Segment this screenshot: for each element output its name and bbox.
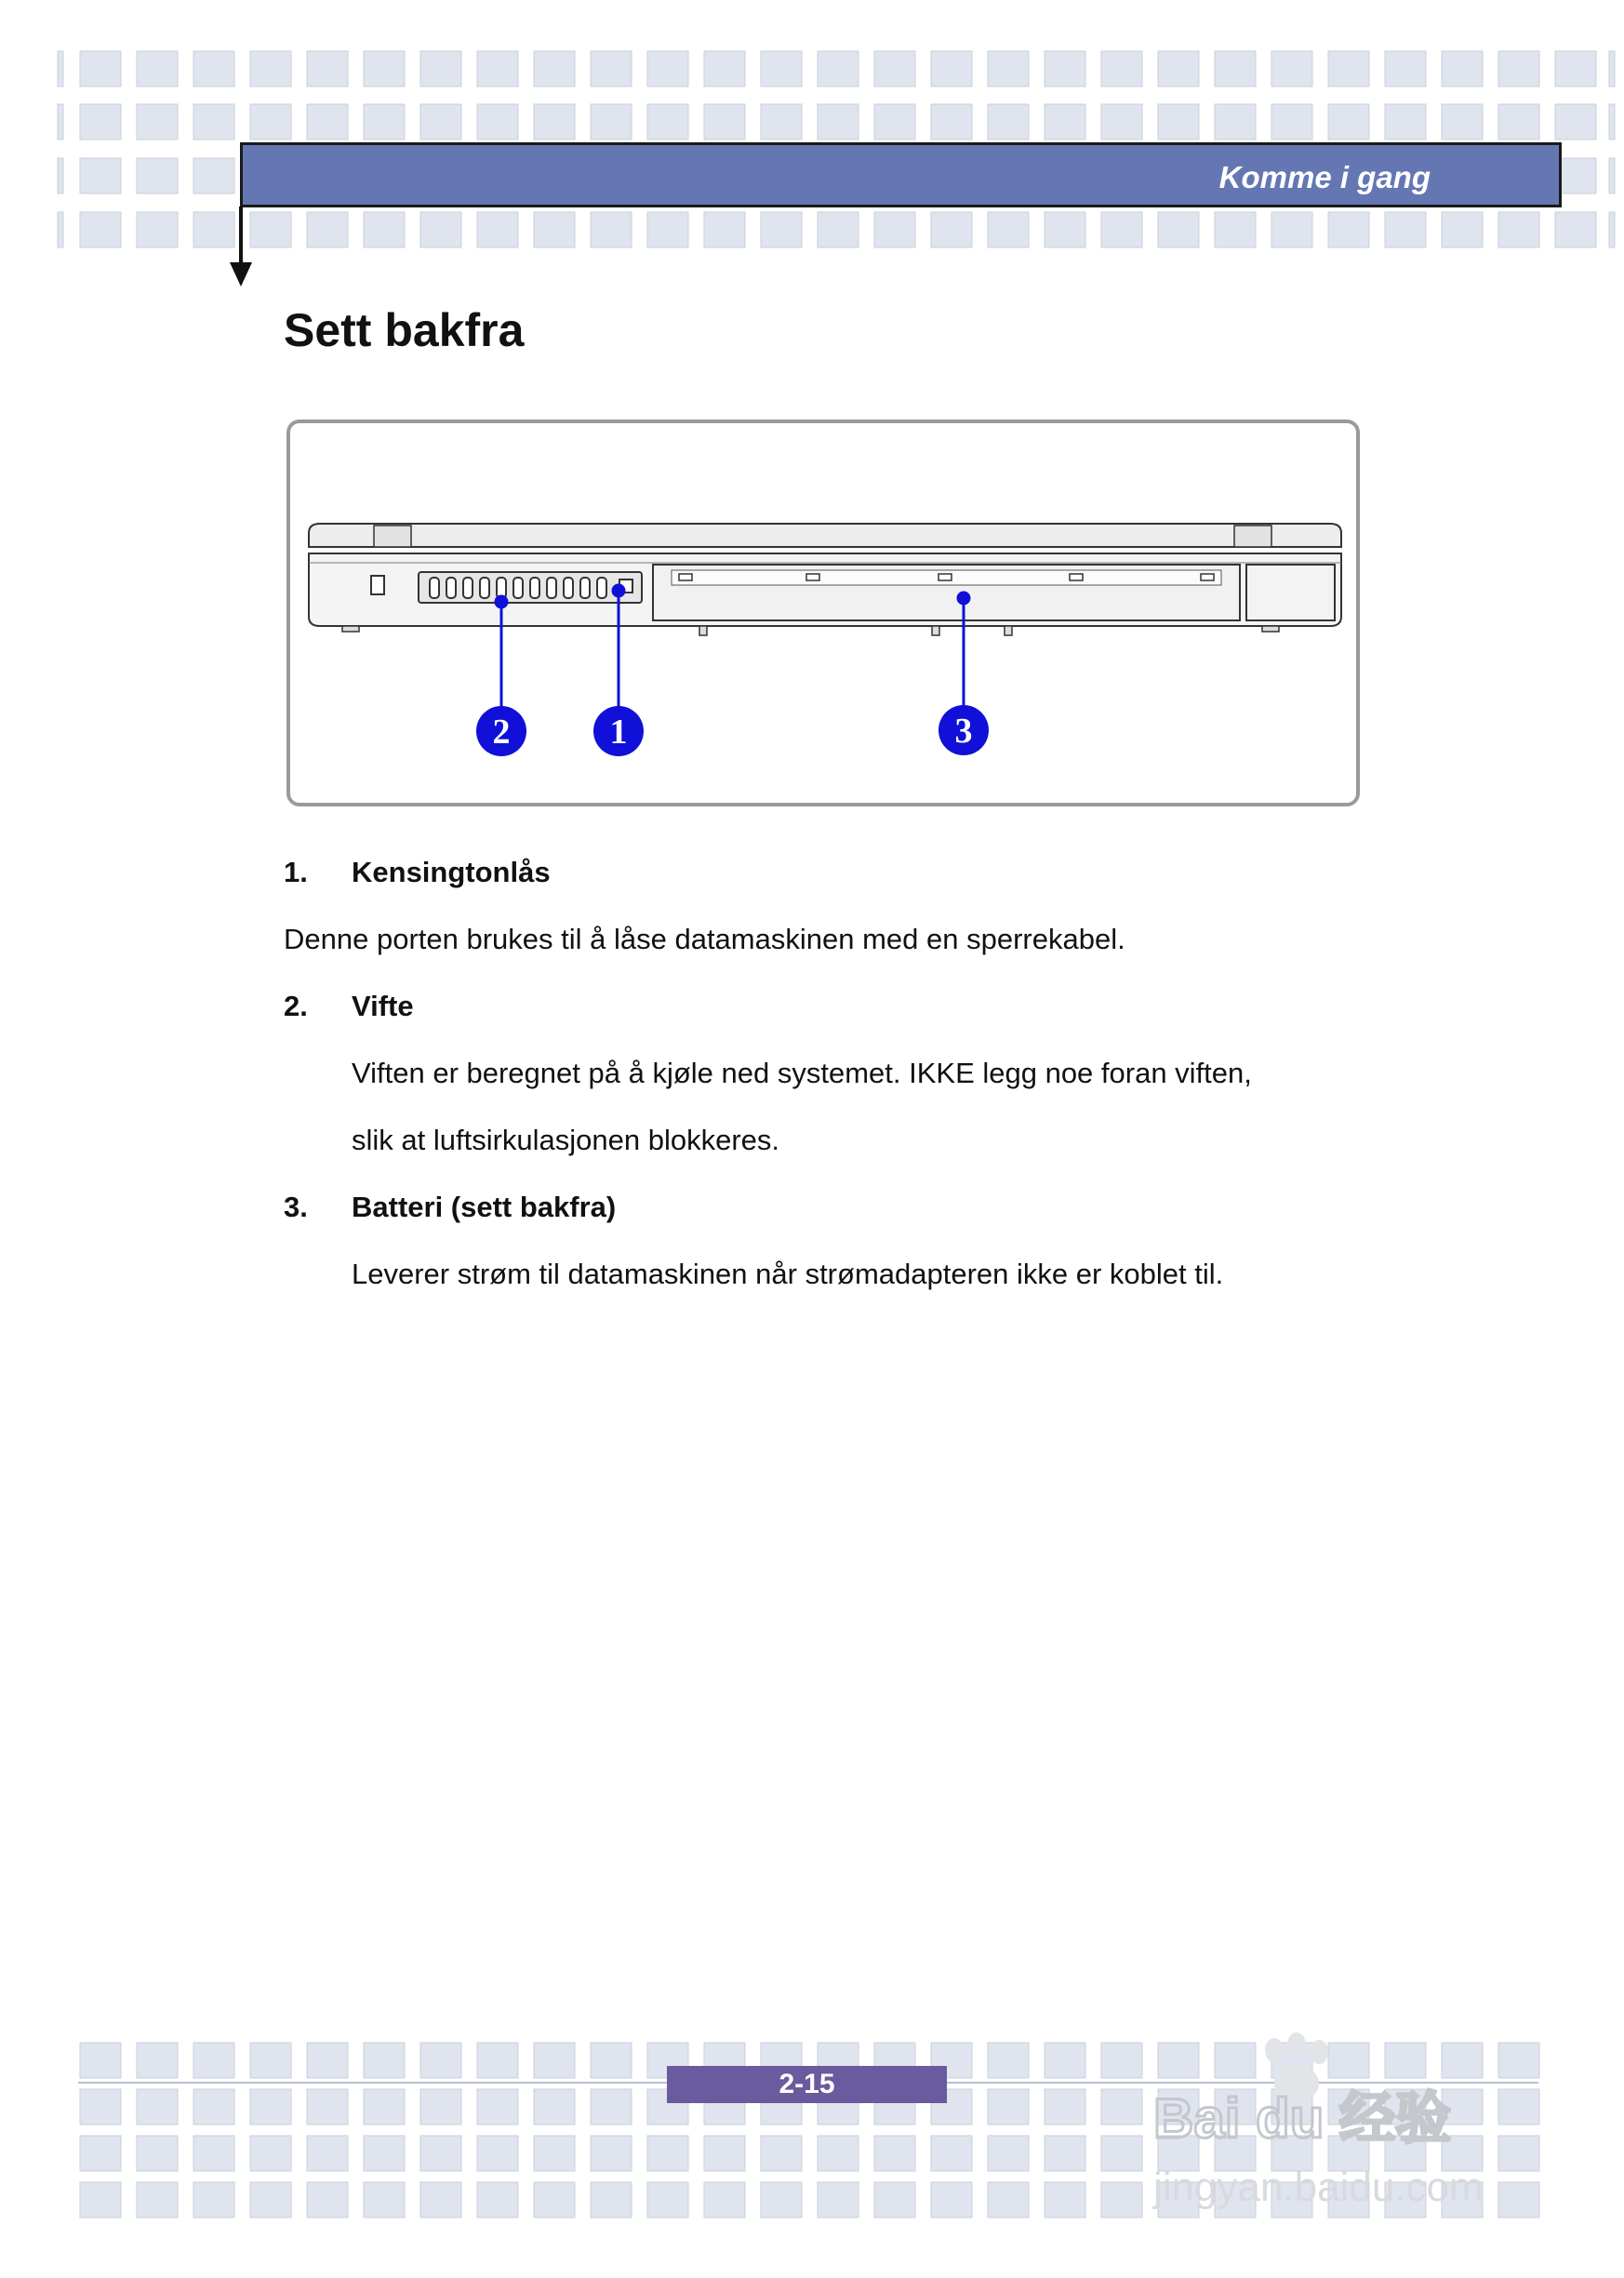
section-title: Komme i gang [1218, 160, 1431, 194]
section-header-bar [240, 142, 1562, 207]
decorative-tile [534, 212, 575, 247]
decorative-tile [704, 104, 745, 140]
decorative-tile [364, 212, 405, 247]
decorative-tile [874, 2136, 915, 2171]
decorative-tile [58, 104, 63, 140]
decorative-tile [761, 2182, 802, 2218]
decorative-tile [193, 2089, 234, 2125]
decorative-tile [1045, 51, 1085, 87]
decorative-tile [591, 2089, 632, 2125]
decorative-tile [80, 51, 121, 87]
decorative-tile [931, 2182, 972, 2218]
svg-text:2: 2 [492, 713, 511, 752]
item-description: slik at luftsirkulasjonen blokkeres. [352, 1124, 780, 1156]
decorative-tile [307, 104, 348, 140]
decorative-tile [874, 51, 915, 87]
decorative-tile [58, 51, 63, 87]
decorative-tile [364, 51, 405, 87]
decorative-tile [1555, 212, 1596, 247]
decorative-tile [591, 2136, 632, 2171]
baidu-watermark [1144, 2028, 1535, 2232]
decorative-tile [874, 2182, 915, 2218]
svg-text:1: 1 [609, 713, 628, 752]
decorative-tile [534, 51, 575, 87]
decorative-tile [1158, 212, 1199, 247]
decorative-tile [1385, 104, 1426, 140]
decorative-tile [250, 212, 291, 247]
decorative-tile [364, 2136, 405, 2171]
decorative-tile [591, 2043, 632, 2078]
decorative-tile [1442, 104, 1483, 140]
decorative-tile [1158, 104, 1199, 140]
decorative-tile [931, 104, 972, 140]
decorative-tile [1609, 51, 1615, 87]
decorative-tile [1101, 51, 1142, 87]
decorative-tile [534, 2089, 575, 2125]
decorative-tile [1215, 104, 1256, 140]
decorative-tile [761, 104, 802, 140]
decorative-tile [988, 2136, 1029, 2171]
decorative-tile [534, 2136, 575, 2171]
decorative-tile [307, 51, 348, 87]
decorative-tile [591, 212, 632, 247]
decorative-tile [818, 2136, 859, 2171]
decorative-tile [1609, 158, 1615, 193]
decorative-tile [1328, 212, 1369, 247]
decorative-tile [307, 212, 348, 247]
callout-badge-3 [938, 705, 989, 755]
decorative-tile [704, 51, 745, 87]
decorative-tile [250, 2182, 291, 2218]
decorative-tile [193, 2043, 234, 2078]
decorative-tile [818, 212, 859, 247]
decorative-tile [250, 51, 291, 87]
decorative-tile [761, 51, 802, 87]
decorative-tile [420, 2136, 461, 2171]
decorative-tile [1271, 212, 1312, 247]
decorative-tile [1101, 212, 1142, 247]
decorative-tile [1045, 2136, 1085, 2171]
decorative-tile [80, 104, 121, 140]
decorative-tile [193, 212, 234, 247]
decorative-tile [1101, 2136, 1142, 2171]
decorative-tile [534, 2043, 575, 2078]
decorative-tile [477, 2043, 518, 2078]
decorative-tile [1498, 51, 1539, 87]
decorative-tile [250, 2089, 291, 2125]
decorative-tile [1045, 2043, 1085, 2078]
decorative-tile [534, 104, 575, 140]
decorative-tile [1101, 2182, 1142, 2218]
decorative-tile [647, 2182, 688, 2218]
decorative-tile [364, 104, 405, 140]
decorative-tile [1328, 51, 1369, 87]
item-number: 2. [284, 990, 308, 1022]
decorative-tile [250, 104, 291, 140]
decorative-tile [80, 158, 121, 193]
decorative-tile [58, 212, 63, 247]
decorative-tile [420, 104, 461, 140]
page-title: Sett bakfra [284, 304, 525, 356]
decorative-tile [420, 51, 461, 87]
decorative-tile [477, 51, 518, 87]
decorative-tile [1045, 2182, 1085, 2218]
decorative-tile [647, 51, 688, 87]
decorative-tile [988, 212, 1029, 247]
item-description: Denne porten brukes til å låse datamaskinen med en sperrekabel. [284, 923, 1125, 955]
item-description: Viften er beregnet på å kjøle ned systemet. IKKE legg noe foran viften, [352, 1057, 1252, 1089]
decorative-tile [137, 2182, 178, 2218]
decorative-tile [477, 2136, 518, 2171]
item-number: 1. [284, 856, 308, 888]
decorative-tile [988, 104, 1029, 140]
laptop-rear-figure [286, 420, 1360, 806]
decorative-tile [1442, 212, 1483, 247]
decorative-tile [250, 2043, 291, 2078]
item-title: Kensingtonlås [352, 856, 551, 888]
decorative-tile [477, 212, 518, 247]
decorative-tile [137, 51, 178, 87]
callout-badge-2 [476, 706, 526, 756]
decorative-tile [364, 2182, 405, 2218]
decorative-tile [761, 2136, 802, 2171]
decorative-tile [364, 2043, 405, 2078]
decorative-tile [988, 2089, 1029, 2125]
decorative-tile [647, 2136, 688, 2171]
decorative-tile [477, 2182, 518, 2218]
decorative-tile [1555, 51, 1596, 87]
page-number: 2-15 [667, 2066, 947, 2103]
decorative-tile [193, 158, 234, 193]
laptop-rear-drawing [290, 423, 1356, 803]
decorative-tile [591, 51, 632, 87]
decorative-tile [1101, 104, 1142, 140]
callout-badge-1 [593, 706, 644, 756]
decorative-tile [1609, 104, 1615, 140]
decorative-tile [931, 212, 972, 247]
decorative-tile [80, 2043, 121, 2078]
svg-text:jingyan.baidu.com: jingyan.baidu.com [1153, 2165, 1484, 2210]
decorative-tile [1498, 104, 1539, 140]
decorative-tile [1271, 51, 1312, 87]
decorative-tile [988, 2182, 1029, 2218]
fan-vent-icon [430, 578, 606, 598]
decorative-tile [1328, 104, 1369, 140]
decorative-tile [137, 212, 178, 247]
decorative-tile [1045, 212, 1085, 247]
decorative-tile [420, 2089, 461, 2125]
decorative-tile [874, 212, 915, 247]
decorative-tile [1385, 51, 1426, 87]
decorative-tile [988, 2043, 1029, 2078]
decorative-tile [80, 2089, 121, 2125]
decorative-tile [80, 2136, 121, 2171]
svg-text:Bai du 经验: Bai du 经验 [1153, 2087, 1452, 2150]
item-number: 3. [284, 1191, 308, 1223]
decorative-tile [1498, 212, 1539, 247]
decorative-tile [647, 212, 688, 247]
decorative-tile [931, 51, 972, 87]
decorative-tile [818, 51, 859, 87]
decorative-tile [137, 2136, 178, 2171]
header-arrow-line [239, 206, 243, 262]
decorative-tile [477, 2089, 518, 2125]
decorative-tile [1385, 212, 1426, 247]
decorative-tile [137, 2043, 178, 2078]
decorative-tile [137, 158, 178, 193]
decorative-tile [420, 212, 461, 247]
decorative-tile [420, 2182, 461, 2218]
decorative-tile [1555, 104, 1596, 140]
decorative-tile [988, 51, 1029, 87]
decorative-tile [58, 158, 63, 193]
decorative-tile [1215, 212, 1256, 247]
decorative-tile [1101, 2043, 1142, 2078]
decorative-tile [704, 212, 745, 247]
decorative-tile [647, 104, 688, 140]
decorative-tile [761, 212, 802, 247]
item-title: Vifte [352, 990, 414, 1022]
decorative-tile [307, 2089, 348, 2125]
decorative-tile [1609, 212, 1615, 247]
decorative-tile [137, 104, 178, 140]
item-description: Leverer strøm til datamaskinen når strømadapteren ikke er koblet til. [352, 1258, 1224, 1290]
decorative-tile [1158, 51, 1199, 87]
decorative-tile [137, 2089, 178, 2125]
decorative-tile [818, 2182, 859, 2218]
decorative-tile [193, 51, 234, 87]
header-arrow-icon [230, 262, 252, 286]
item-title: Batteri (sett bakfra) [352, 1191, 617, 1223]
decorative-tile [931, 2136, 972, 2171]
decorative-tile [704, 2182, 745, 2218]
decorative-tile [80, 2182, 121, 2218]
decorative-tile [1101, 2089, 1142, 2125]
decorative-tile [591, 104, 632, 140]
decorative-tile [193, 104, 234, 140]
decorative-tile [818, 104, 859, 140]
decorative-tile [193, 2136, 234, 2171]
decorative-tile [307, 2182, 348, 2218]
decorative-tile [420, 2043, 461, 2078]
decorative-tile [307, 2136, 348, 2171]
decorative-tile [704, 2136, 745, 2171]
decorative-tile [591, 2182, 632, 2218]
decorative-tile [477, 104, 518, 140]
decorative-tile [80, 212, 121, 247]
decorative-tile [1215, 51, 1256, 87]
decorative-tile [1045, 2089, 1085, 2125]
decorative-tile [193, 2182, 234, 2218]
svg-text:3: 3 [954, 712, 973, 751]
decorative-tile [534, 2182, 575, 2218]
decorative-tile [250, 2136, 291, 2171]
decorative-tile [364, 2089, 405, 2125]
decorative-tile [1271, 104, 1312, 140]
decorative-tile [874, 104, 915, 140]
decorative-tile [307, 2043, 348, 2078]
decorative-tile [1442, 51, 1483, 87]
decorative-tile [1045, 104, 1085, 140]
